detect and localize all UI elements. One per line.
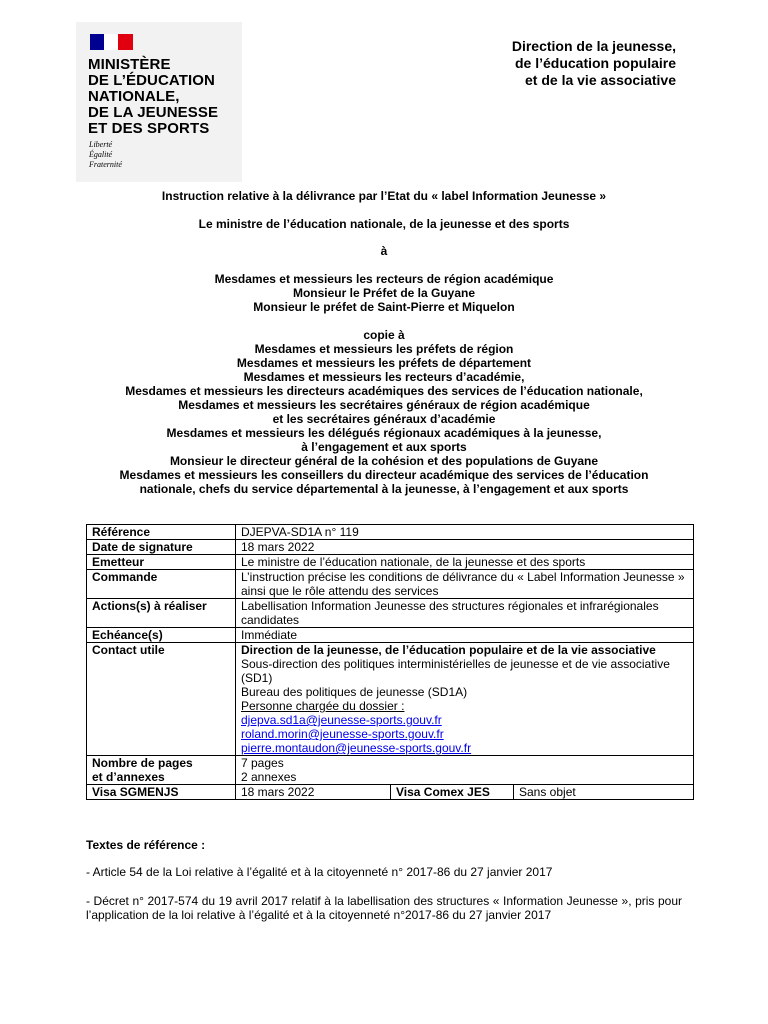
copy-block [60, 328, 708, 496]
pages-label-line: et d’annexes [92, 770, 165, 784]
copy-recipient-line: Mesdames et messieurs les délégués régionaux académiques à la jeunesse, [166, 426, 602, 440]
visa-sgmenjs-value: 18 mars 2022 [236, 785, 391, 800]
visa-sgmenjs-label: Visa SGMENJS [87, 785, 236, 800]
flag-blue-stripe [90, 34, 104, 50]
pages-value [236, 756, 694, 785]
copy-recipient-line: et les secrétaires généraux d’académie [272, 412, 496, 426]
emetteur-label: Emetteur [87, 555, 236, 570]
pages-label-line: Nombre de pages [92, 756, 193, 770]
contact-label: Contact utile [87, 643, 236, 756]
reference-label: Référence [87, 525, 236, 540]
recipient-line: Mesdames et messieurs les recteurs de région académique [214, 272, 554, 286]
motto-line: Fraternité [89, 160, 122, 169]
copy-recipient-line: nationale, chefs du service départemental à la jeunesse, à l’engagement et aux sports [139, 482, 629, 496]
contact-value [236, 643, 694, 756]
metadata-table [86, 524, 694, 800]
emetteur-value: Le ministre de l’éducation nationale, de la jeunesse et des sports [236, 555, 694, 570]
recipient-line: Monsieur le préfet de Saint-Pierre et Miquelon [253, 300, 515, 314]
echeance-label: Echéance(s) [87, 628, 236, 643]
copy-recipient-line: Mesdames et messieurs les préfets de département [236, 356, 532, 370]
email-link[interactable]: djepva.sd1a@jeunesse-sports.gouv.fr [241, 713, 442, 727]
flag-white-stripe [104, 34, 118, 50]
visa-comex-label: Visa Comex JES [391, 785, 514, 800]
contact-subdirection: Sous-direction des politiques interministérielles de jeunesse et de vie associative (SD1) [241, 657, 670, 685]
reference-value: DJEPVA-SD1A n° 119 [236, 525, 694, 540]
recipients-block [60, 272, 708, 314]
commande-value: L’instruction précise les conditions de délivrance du « Label Information Jeunesse » ainsi que le rôle attendu des services [236, 570, 694, 599]
visa-comex-value: Sans objet [514, 785, 694, 800]
table-row [87, 756, 694, 785]
contact-direction: Direction de la jeunesse, de l’éducation populaire et de la vie associative [241, 643, 656, 657]
ministry-name [88, 57, 218, 137]
motto-line: Égalité [89, 150, 113, 159]
table-row [87, 525, 694, 540]
table-row [87, 628, 694, 643]
annexes-count: 2 annexes [241, 770, 297, 784]
pages-count: 7 pages [241, 756, 284, 770]
ministry-line: DE LA JEUNESSE [88, 104, 219, 121]
signature-date-value: 18 mars 2022 [236, 540, 694, 555]
pages-label [87, 756, 236, 785]
reference-item: - Décret n° 2017-574 du 19 avril 2017 relatif à la labellisation des structures « Information Jeunesse », pris pour l’application de la loi relative à l’égalité et à la citoyenneté n°2017-86 du 27 janvier 2017 [86, 894, 682, 922]
email-link[interactable]: pierre.montaudon@jeunesse-sports.gouv.fr [241, 741, 472, 755]
contact-bureau: Bureau des politiques de jeunesse (SD1A) [241, 685, 468, 699]
table-row [87, 540, 694, 555]
document-sender: Le ministre de l’éducation nationale, de la jeunesse et des sports [198, 217, 570, 231]
flag-red-stripe [118, 34, 133, 50]
actions-label: Actions(s) à réaliser [87, 599, 236, 628]
signature-date-label: Date de signature [87, 540, 236, 555]
marianne-flag-logo [90, 34, 133, 50]
to-word: à [380, 244, 388, 258]
direction-line: Direction de la jeunesse, [511, 38, 676, 54]
table-row [87, 555, 694, 570]
email-link[interactable]: roland.morin@jeunesse-sports.gouv.fr [241, 727, 444, 741]
copy-header: copie à [363, 328, 405, 342]
echeance-value: Immédiate [236, 628, 694, 643]
references-heading: Textes de référence : [86, 838, 206, 852]
copy-recipient-line: Mesdames et messieurs les recteurs d’académie, [243, 370, 525, 384]
copy-recipient-line: Mesdames et messieurs les secrétaires généraux de région académique [178, 398, 590, 412]
actions-value: Labellisation Information Jeunesse des structures régionales et infrarégionales candidates [236, 599, 694, 628]
table-row [87, 570, 694, 599]
republic-motto [89, 140, 122, 170]
ministry-logo-block [76, 22, 242, 182]
ministry-line: ET DES SPORTS [88, 120, 210, 137]
contact-person-label: Personne chargée du dossier : [241, 699, 405, 713]
direction-line: de l’éducation populaire [514, 55, 676, 71]
copy-recipient-line: Mesdames et messieurs les préfets de région [254, 342, 514, 356]
commande-label: Commande [87, 570, 236, 599]
reference-item: - Article 54 de la Loi relative à l’égalité et à la citoyenneté n° 2017-86 du 27 janvier 2017 [86, 865, 553, 879]
copy-recipient-line: Monsieur le directeur général de la cohésion et des populations de Guyane [169, 454, 599, 468]
copy-recipient-line: Mesdames et messieurs les directeurs académiques des services de l’éducation nationale, [125, 384, 643, 398]
ministry-line: MINISTÈRE [88, 56, 171, 73]
table-row [87, 785, 694, 800]
recipient-line: Monsieur le Préfet de la Guyane [292, 286, 476, 300]
direction-line: et de la vie associative [525, 72, 676, 88]
copy-recipient-line: à l’engagement et aux sports [301, 440, 467, 454]
ministry-line: NATIONALE, [88, 88, 180, 105]
table-row [87, 643, 694, 756]
direction-header [512, 38, 676, 89]
copy-recipient-line: Mesdames et messieurs les conseillers du directeur académique des services de l’éducation [119, 468, 649, 482]
document-title: Instruction relative à la délivrance par l’Etat du « label Information Jeunesse » [161, 189, 607, 203]
ministry-line: DE L’ÉDUCATION [88, 72, 215, 89]
motto-line: Liberté [89, 140, 113, 149]
table-row [87, 599, 694, 628]
